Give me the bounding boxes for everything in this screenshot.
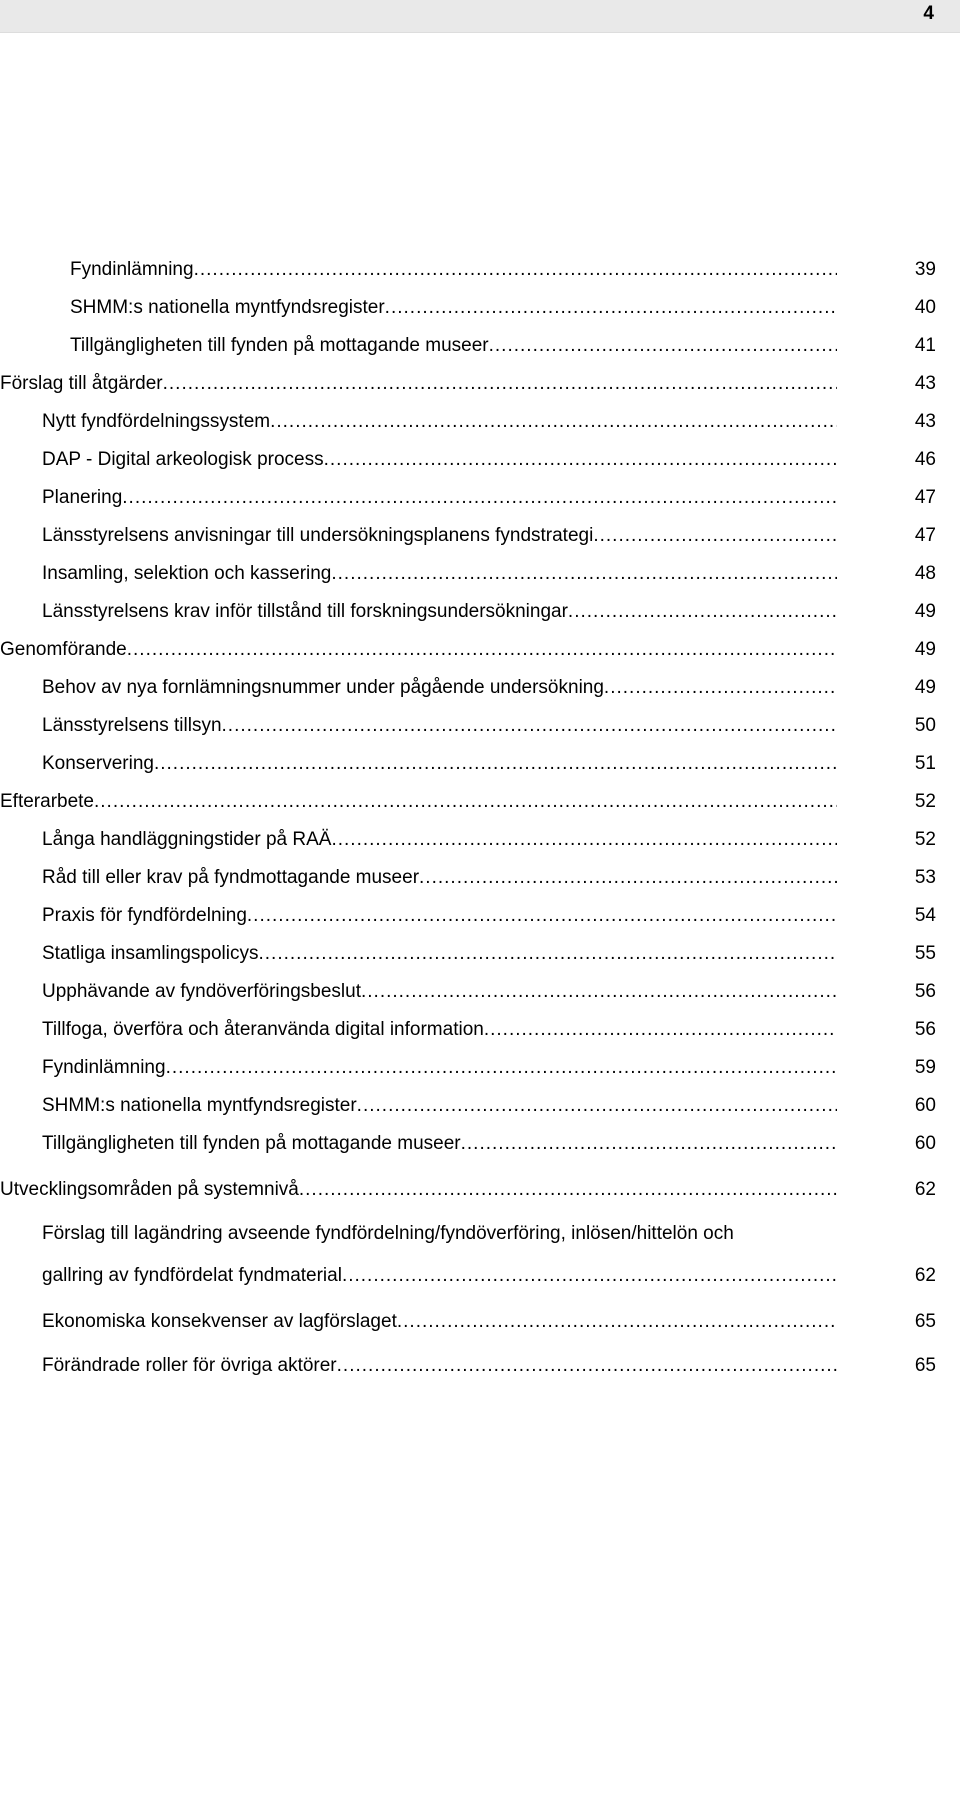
toc-entry-title: Förändrade roller för övriga aktörer [42, 1355, 337, 1376]
toc-entry-title: Upphävande av fyndöverföringsbeslut [42, 981, 361, 1002]
toc-entry-page: 62 [914, 1179, 936, 1200]
toc-entry-page: 60 [914, 1095, 936, 1116]
toc-entry-page: 52 [914, 791, 936, 812]
toc-entry-title: Behov av nya fornlämningsnummer under pågående undersökning [42, 677, 604, 698]
toc-leader-dots [385, 289, 837, 327]
toc-entry-page: 62 [914, 1265, 936, 1286]
toc-entry[interactable] [0, 1087, 960, 1125]
toc-entry-title: Tillgängligheten till fynden på mottagande museer [70, 335, 489, 356]
toc-entry-title: Efterarbete [0, 791, 94, 812]
toc-leader-dots [419, 859, 837, 897]
toc-entry-page: 56 [914, 1019, 936, 1040]
toc-entry-page: 46 [914, 449, 936, 470]
toc-leader-dots [259, 935, 838, 973]
toc-entry-title: Länsstyrelsens anvisningar till undersökningsplanens fyndstrategi [42, 525, 594, 546]
toc-entry-title: Ekonomiska konsekvenser av lagförslaget [42, 1311, 397, 1332]
toc-entry[interactable] [0, 745, 960, 783]
toc-entry[interactable] [0, 1215, 960, 1253]
toc-entry-title: Planering [42, 487, 123, 508]
toc-entry[interactable] [0, 707, 960, 745]
toc-entry-title: Fyndinlämning [42, 1057, 166, 1078]
toc-entry[interactable] [0, 1049, 960, 1087]
toc-entry-page: 48 [914, 563, 936, 584]
toc-leader-dots [247, 897, 837, 935]
toc-leader-dots [154, 745, 837, 783]
toc-entry[interactable] [0, 327, 960, 365]
toc-entry-page: 43 [914, 411, 936, 432]
toc-leader-dots [484, 1011, 837, 1049]
toc-entry[interactable] [0, 821, 960, 859]
toc-entry[interactable] [0, 631, 960, 669]
toc-leader-dots [324, 441, 837, 479]
toc-entry[interactable] [0, 1303, 960, 1341]
toc-entry-page: 49 [914, 677, 936, 698]
toc-leader-dots [604, 669, 837, 707]
toc-entry-page: 47 [914, 487, 936, 508]
toc-entry-page: 65 [914, 1355, 936, 1376]
toc-entry[interactable] [0, 251, 960, 289]
toc-entry-title: Tillfoga, överföra och återanvända digital information [42, 1019, 484, 1040]
toc-entry[interactable] [0, 403, 960, 441]
toc-entry-page: 54 [914, 905, 936, 926]
toc-leader-dots [94, 783, 837, 821]
toc-entry-title: Utvecklingsområden på systemnivå [0, 1179, 299, 1200]
toc-entry[interactable] [0, 859, 960, 897]
toc-leader-dots [127, 631, 837, 669]
toc-entry-title: Praxis för fyndfördelning [42, 905, 247, 926]
toc-entry-title: SHMM:s nationella myntfyndsregister [70, 297, 385, 318]
toc-entry[interactable] [0, 1171, 960, 1209]
toc-leader-dots [461, 1125, 837, 1163]
toc-entry-title: Genomförande [0, 639, 127, 660]
toc-entry[interactable] [0, 669, 960, 707]
toc-entry[interactable] [0, 1125, 960, 1163]
toc-entry-page: 49 [914, 601, 936, 622]
toc-entry-title: Nytt fyndfördelningssystem [42, 411, 271, 432]
toc-leader-dots [331, 821, 837, 859]
toc-leader-dots [299, 1171, 837, 1209]
toc-entry-page: 51 [914, 753, 936, 774]
toc-entry[interactable] [0, 1347, 960, 1385]
toc-leader-dots [331, 555, 837, 593]
toc-entry-page: 40 [914, 297, 936, 318]
toc-entry[interactable] [0, 783, 960, 821]
toc-entry-page: 65 [914, 1311, 936, 1332]
toc-entry-title: Tillgängligheten till fynden på mottagande museer [42, 1133, 461, 1154]
toc-entry-page: 49 [914, 639, 936, 660]
toc-entry[interactable] [0, 289, 960, 327]
toc-entry-title: Förslag till åtgärder [0, 373, 163, 394]
toc-leader-dots [568, 593, 837, 631]
toc-entry-title: Statliga insamlingspolicys [42, 943, 259, 964]
toc-leader-dots [361, 973, 837, 1011]
toc-leader-dots [593, 517, 837, 555]
toc-entry-title: Förslag till lagändring avseende fyndfördelning/fyndöverföring, inlösen/hittelön och [42, 1223, 734, 1244]
toc-leader-dots [397, 1303, 837, 1341]
toc-entry[interactable] [0, 555, 960, 593]
toc-entry-page: 47 [914, 525, 936, 546]
toc-entry-title: SHMM:s nationella myntfyndsregister [42, 1095, 357, 1116]
toc-entry-page: 41 [914, 335, 936, 356]
toc-leader-dots [163, 365, 837, 403]
toc-entry-title: Konservering [42, 753, 154, 774]
toc-leader-dots [222, 707, 837, 745]
toc-entry[interactable] [0, 935, 960, 973]
toc-leader-dots [337, 1347, 837, 1385]
toc-entry[interactable] [0, 897, 960, 935]
toc-entry-title: Fyndinlämning [70, 259, 194, 280]
toc-entry-page: 50 [914, 715, 936, 736]
toc-entry[interactable] [0, 1011, 960, 1049]
toc-entry[interactable] [0, 365, 960, 403]
toc-entry-page: 60 [914, 1133, 936, 1154]
toc-entry-page: 56 [914, 981, 936, 1002]
toc-entry[interactable] [0, 479, 960, 517]
toc-leader-dots [194, 251, 837, 289]
page-header-bar [0, 0, 960, 33]
toc-entry-title: Länsstyrelsens tillsyn [42, 715, 222, 736]
toc-entry-page: 59 [914, 1057, 936, 1078]
toc-leader-dots [489, 327, 837, 365]
toc-entry-title: Insamling, selektion och kassering [42, 563, 332, 584]
toc-entry[interactable] [0, 593, 960, 631]
page-number: 4 [923, 3, 934, 24]
toc-entry-title: Långa handläggningstider på RAÄ [42, 829, 332, 850]
toc-leader-dots [166, 1049, 837, 1087]
toc-entry-title: DAP - Digital arkeologisk process [42, 449, 324, 470]
toc-entry-page: 39 [914, 259, 936, 280]
toc-entry-page: 43 [914, 373, 936, 394]
toc-entry-title: gallring av fyndfördelat fyndmaterial [42, 1265, 342, 1286]
toc-entry[interactable] [0, 441, 960, 479]
toc-entry-page: 55 [914, 943, 936, 964]
toc-entry[interactable] [0, 1257, 960, 1295]
toc-entry-title: Länsstyrelsens krav inför tillstånd till forskningsundersökningar [42, 601, 568, 622]
toc-leader-dots [270, 403, 837, 441]
toc-entry-title: Råd till eller krav på fyndmottagande museer [42, 867, 420, 888]
toc-entry[interactable] [0, 973, 960, 1011]
toc-entry-page: 53 [914, 867, 936, 888]
toc-entry[interactable] [0, 517, 960, 555]
toc-leader-dots [342, 1257, 837, 1295]
toc-entry-page: 52 [914, 829, 936, 850]
toc-leader-dots [122, 479, 837, 517]
toc-leader-dots [357, 1087, 837, 1125]
